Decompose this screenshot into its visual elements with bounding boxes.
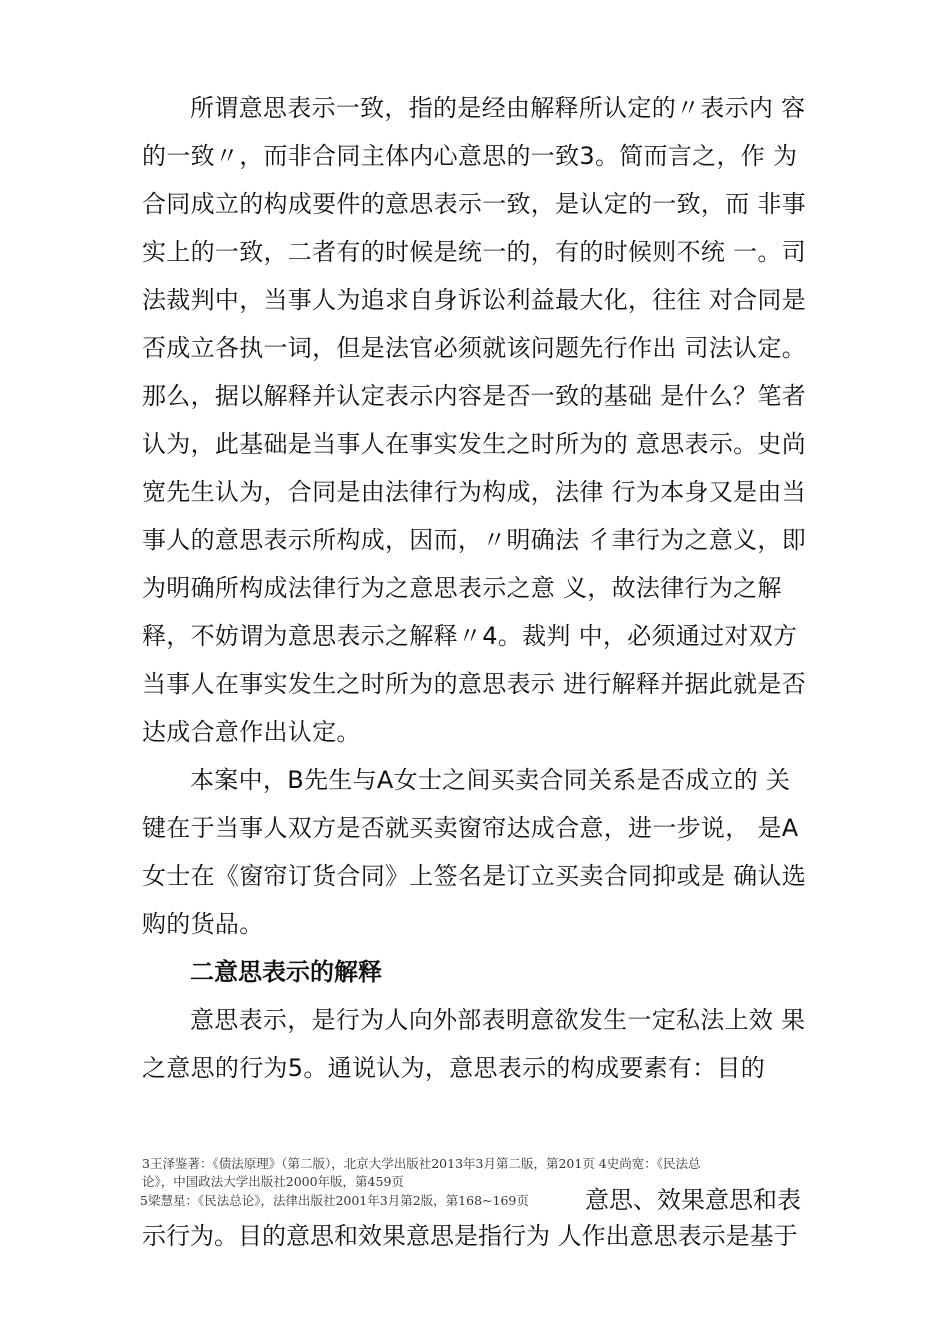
- text-line: 达成合意作出认定。: [142, 718, 361, 746]
- text-line: 购的货品。: [142, 910, 264, 938]
- text-line: 的一致〃，而非合同主体内心意思的一致3。简而言之，作 为: [142, 142, 798, 170]
- text-line: 法裁判中，当事人为追求自身诉讼利益最大化，往往 对合同是: [142, 286, 807, 314]
- text-line: 之意思的行为5。通说认为，意思表示的构成要素有：目的: [142, 1054, 766, 1082]
- text-line: 实上的一致，二者有的时候是统一的，有的时候则不统 一。司: [142, 238, 807, 266]
- text-line: 合同成立的构成要件的意思表示一致，是认定的一致，而 非事: [142, 190, 807, 218]
- footnote-line: 论》，中国政法大学出版社2000年版，第459页: [142, 1174, 404, 1189]
- text-line: 为明确所构成法律行为之意思表示之意 义，故法律行为之解: [142, 574, 782, 602]
- text-line: 意思、效果意思和表: [585, 1186, 801, 1214]
- text-line: 事人的意思表示所构成，因而，〃明确法 彳聿行为之意义，即: [142, 526, 807, 554]
- text-line: 所谓意思表示一致，指的是经由解释所认定的〃表示内 容: [190, 94, 806, 122]
- footnote-line: 5梁慧星：《民法总论》，法律出版社2001年3月第2版，第168~169页: [140, 1193, 529, 1208]
- text-line: 释，不妨谓为意思表示之解释〃4。裁判 中，必须通过对双方: [142, 622, 798, 650]
- text-line: 当事人在事实发生之时所为的意思表示 进行解释并据此就是否: [142, 670, 807, 698]
- text-line: 宽先生认为，合同是由法律行为构成，法律 行为本身又是由当: [142, 478, 807, 506]
- text-line: 那么，据以解释并认定表示内容是否一致的基础 是什么？笔者: [142, 382, 807, 410]
- text-line: 否成立各执一词，但是法官必须就该问题先行作出 司法认定。: [142, 334, 807, 362]
- section-heading: 二意思表示的解释: [190, 958, 382, 986]
- text-line: 认为，此基础是当事人在事实发生之时所为的 意思表示。史尚: [142, 430, 807, 458]
- text-line: 键在于当事人双方是否就买卖窗帘达成合意，进一步说， 是A: [142, 814, 799, 842]
- text-line: 示行为。目的意思和效果意思是指行为 人作出意思表示是基于: [142, 1222, 798, 1250]
- footnote-line: 3王泽鉴著：《债法原理》（第二版），北京大学出版社2013年3月第二版，第201页 4史尚宽：《民法总: [142, 1156, 701, 1171]
- text-line: 意思表示，是行为人向外部表明意欲发生一定私法上效 果: [190, 1006, 806, 1034]
- text-line: 本案中，B先生与A女士之间买卖合同关系是否成立的 关: [190, 766, 791, 794]
- text-line: 女士在《窗帘订货合同》上签名是订立买卖合同抑或是 确认选: [142, 862, 807, 890]
